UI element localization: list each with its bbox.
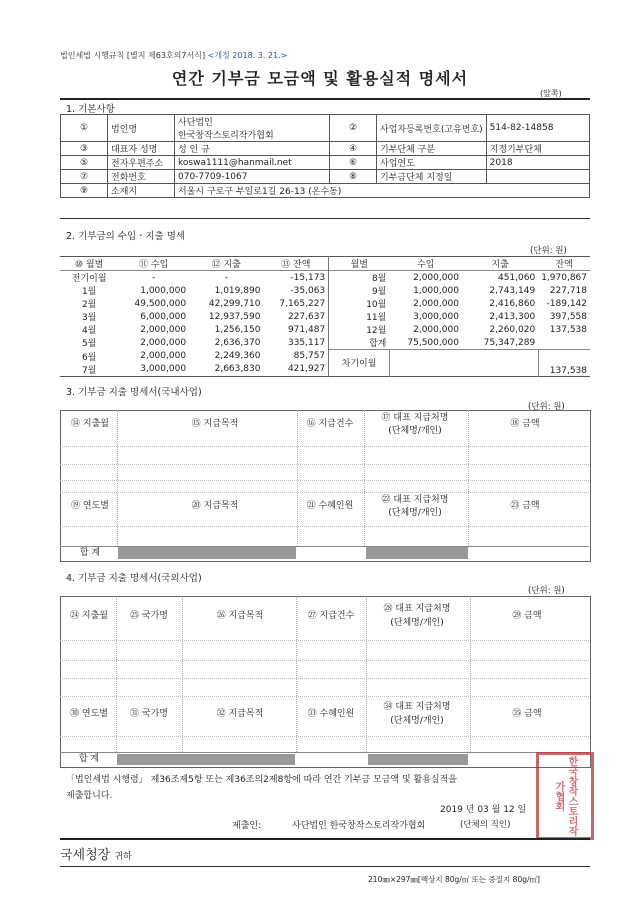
income-cell: -	[152, 272, 156, 283]
column-header: ⑫ 지출	[211, 260, 241, 270]
field-value: koswa1111@hanmail.net	[175, 156, 330, 170]
field-label: 기부단체 구분	[377, 142, 487, 156]
income-cell: 3,000,000	[140, 364, 187, 374]
paper-spec: 210㎜×297㎜[백상지 80g/㎡ 또는 중질지 80g/㎡]	[368, 875, 540, 884]
month-cell: 전기이월	[71, 274, 107, 284]
field-label: 사업자등록번호(고유번호)	[377, 115, 487, 142]
income-cell: 3,000,000	[413, 311, 459, 322]
column-header: ㉙ 금액	[512, 611, 542, 621]
submitter-name: 사단법인 한국창작스토리작가협회	[292, 821, 426, 831]
column-header: ⑩ 월별	[74, 260, 104, 270]
form-reference	[60, 50, 287, 61]
table-row	[60, 350, 590, 363]
month-cell: 7월	[81, 365, 97, 376]
field-label: 전자우편주소	[108, 156, 175, 170]
balance-cell: 335,117	[263, 336, 328, 350]
field-value: 성 인 규	[175, 142, 330, 156]
income-cell: 2,000,000	[413, 298, 459, 309]
month-cell: 2월	[81, 300, 97, 310]
field-number: ⑤	[61, 156, 108, 170]
balance-cell: 227,718	[549, 285, 587, 296]
field-number: ②	[330, 115, 377, 142]
divider	[60, 98, 590, 100]
column-header: 월별	[350, 260, 368, 270]
column-header: ⑪ 수입	[139, 260, 169, 270]
month-cell: 8월	[371, 274, 387, 284]
column-header-sub: (단체명/개인)	[390, 716, 444, 726]
column-header: ㉟ 금액	[512, 709, 542, 719]
balance-cell: 421,927	[263, 363, 328, 377]
total-income: 75,500,000	[407, 337, 459, 348]
divider	[60, 218, 590, 219]
income-cell: 49,500,000	[134, 298, 187, 309]
balance-cell: 7,165,227	[263, 297, 328, 310]
field-label: 사업연도	[377, 156, 487, 170]
column-header: ⑲ 연도별	[71, 501, 109, 511]
field-number: ⑥	[330, 156, 377, 170]
total-label: 합 계	[79, 548, 101, 558]
balance-cell: -15,173	[263, 271, 328, 285]
column-header: ㉝ 수혜인원	[307, 709, 355, 719]
carry-forward-label: 차기이월	[329, 350, 390, 377]
month-cell: 6월	[81, 352, 97, 363]
organization-seal	[536, 752, 594, 840]
column-header: ⑬ 잔액	[263, 257, 328, 271]
month-cell: 12월	[366, 326, 387, 336]
column-header-sub: (단체명/개인)	[390, 618, 444, 628]
submitter-label: 제출인:	[232, 821, 262, 831]
unit-label: (단위: 원)	[528, 402, 565, 412]
table-row	[60, 336, 590, 350]
section3-title: 3. 기부금 지출 명세서(국내사업)	[66, 387, 202, 398]
field-value: 2018	[486, 156, 589, 170]
field-value: 한국창작스토리작가협회	[175, 128, 330, 142]
column-header: 지출	[491, 260, 509, 270]
column-header: ㉚ 연도별	[70, 709, 108, 719]
expense-cell: 2,249,360	[214, 351, 261, 361]
section1-title: 1. 기본사항	[66, 104, 115, 115]
expense-cell: 1,256,150	[214, 324, 261, 335]
total-shaded	[368, 754, 468, 765]
income-cell: 2,000,000	[140, 351, 187, 361]
expense-cell: 1,019,890	[214, 285, 261, 296]
expense-cell: 2,260,020	[489, 324, 536, 335]
page-side: (앞쪽)	[540, 89, 562, 98]
page-title: 연간 기부금 모금액 및 활용실적 명세서	[171, 69, 469, 88]
total-expense: 75,347,289	[483, 337, 536, 348]
table-row	[61, 170, 590, 184]
income-cell: 1,000,000	[140, 285, 187, 296]
field-value: 070-7709-1067	[175, 170, 330, 184]
expense-cell: 42,299,710	[208, 298, 261, 309]
expense-cell: -	[224, 272, 228, 283]
recipient	[60, 844, 132, 863]
recipient-name: 국세청장	[60, 848, 111, 863]
column-header: ㉛ 국가명	[130, 709, 168, 719]
column-header-sub: (단체명/개인)	[388, 426, 442, 436]
unit-label: (단위: 원)	[528, 586, 565, 596]
column-header: 수입	[416, 260, 435, 270]
table-row	[60, 323, 590, 336]
month-cell: 11월	[366, 313, 387, 323]
balance-cell: 227,637	[263, 310, 328, 323]
column-header: ⑱ 금액	[510, 419, 540, 429]
field-number: ⑨	[61, 184, 108, 198]
column-header-sub: (단체명/개인)	[388, 508, 442, 518]
recipient-suffix: 귀하	[114, 852, 132, 862]
income-cell: 6,000,000	[140, 311, 187, 322]
balance-cell: 397,558	[549, 311, 587, 322]
statement-line1: 「법인세법 시행령」 제36조제5항 또는 제36조의2제8항에 따라 연간 기부금 모금액 및 활용실적을	[66, 775, 457, 785]
expense-cell: 2,413,300	[489, 311, 536, 322]
month-cell: 10월	[366, 300, 387, 310]
field-value: 사단법인	[175, 115, 330, 129]
column-header: ㉑ 수혜인원	[306, 501, 354, 511]
column-header: ㉜ 지급목적	[216, 709, 264, 719]
expense-cell: 2,663,830	[214, 364, 261, 374]
field-label: 전화번호	[108, 170, 175, 184]
balance-cell: -35,063	[263, 284, 328, 297]
total-label: 합계	[368, 339, 387, 349]
month-cell: 9월	[371, 287, 387, 297]
field-number: ⑧	[330, 170, 377, 184]
month-cell: 3월	[81, 313, 97, 323]
month-cell: 1월	[81, 287, 97, 297]
total-shaded	[118, 547, 296, 559]
total-label: 합 계	[78, 754, 100, 764]
total-shaded	[366, 547, 468, 559]
revision-date: <개정 2018. 3. 21.>	[207, 51, 288, 60]
column-header: ㉔ 지출월	[70, 611, 108, 621]
expense-cell: 2,416,860	[489, 298, 536, 309]
table-row	[60, 284, 590, 297]
income-cell: 2,000,000	[140, 324, 187, 335]
expense-cell: 2,636,370	[214, 337, 261, 348]
seal-note: (단체의 직인)	[460, 820, 511, 830]
income-cell: 1,000,000	[413, 285, 459, 296]
column-header: ⑯ 지급건수	[306, 419, 354, 429]
column-header: ㉞ 대표 지급처명	[383, 702, 451, 712]
section4-title: 4. 기부금 지출 명세서(국외사업)	[66, 573, 202, 584]
field-value: 서울시 구로구 부일로1길 26-13 (온수동)	[175, 184, 590, 198]
column-header: ㉓ 금액	[510, 501, 540, 511]
field-value: 514-82-14858	[486, 115, 589, 142]
unit-label: (단위: 원)	[530, 246, 567, 256]
table-row	[60, 271, 590, 285]
field-label: 기부금단체 지정일	[377, 170, 487, 184]
balance-cell: -189,142	[546, 298, 587, 309]
divider	[60, 838, 590, 840]
field-number: ③	[61, 142, 108, 156]
expense-cell: 451,060	[497, 272, 536, 283]
balance-cell: 1,970,867	[541, 272, 587, 283]
column-header: ⑮ 지급목적	[191, 419, 239, 429]
column-header: ㉒ 대표 지급처명	[381, 495, 449, 505]
expense-cell: 12,937,590	[208, 311, 261, 322]
column-header: ㉖ 지급목적	[216, 611, 264, 621]
column-header: ⑰ 대표 지급처명	[381, 413, 449, 423]
table-header-row	[60, 257, 590, 271]
field-label: 대표자 성명	[108, 142, 175, 156]
income-expense-table	[60, 256, 590, 377]
column-header: ⑳ 지급목적	[191, 501, 239, 511]
table-row	[61, 156, 590, 170]
column-header: ㉗ 지급건수	[307, 611, 355, 621]
column-header: 잔액	[555, 260, 573, 270]
total-shaded	[117, 754, 295, 765]
field-label: 소재지	[108, 184, 175, 198]
balance-cell: 971,487	[263, 323, 328, 336]
table-row	[60, 297, 590, 310]
field-number: ⑦	[61, 170, 108, 184]
month-cell: 5월	[81, 339, 97, 350]
expense-cell: 2,743,149	[489, 285, 536, 296]
submission-date: 2019 년 03 월 12 일	[440, 805, 527, 815]
total-balance	[538, 336, 590, 350]
table-row	[60, 310, 590, 323]
income-cell: 2,000,000	[413, 272, 459, 283]
basic-info-table	[60, 114, 590, 198]
table-row	[61, 115, 590, 129]
table-row	[61, 184, 590, 198]
carry-forward-blank	[389, 350, 538, 377]
seal-text: 한국창작스토리작가협회	[553, 756, 577, 836]
statement-line2: 제출합니다.	[66, 791, 113, 801]
income-cell: 2,000,000	[413, 324, 459, 335]
form-ref-text: 법인세법 시행규칙 [별지 제63호의7서식]	[60, 51, 206, 60]
column-header: ⑭ 지출월	[71, 419, 109, 429]
field-number: ④	[330, 142, 377, 156]
month-cell: 4월	[81, 326, 97, 336]
divider	[60, 866, 590, 867]
field-value	[486, 170, 589, 184]
domestic-expense-table	[60, 410, 591, 562]
column-header: ㉕ 국가명	[130, 611, 168, 621]
balance-cell: 137,538	[549, 324, 587, 335]
field-number: ①	[61, 115, 108, 142]
carry-forward-value: 137,538	[538, 350, 590, 377]
table-row	[61, 142, 590, 156]
income-cell: 2,000,000	[140, 337, 187, 348]
field-value: 지정기부단체	[486, 142, 589, 156]
field-label: 법인명	[108, 115, 175, 142]
balance-cell: 85,757	[263, 350, 328, 363]
column-header: ㉘ 대표 지급처명	[383, 604, 451, 614]
section2-title: 2. 기부금의 수입ㆍ지출 명세	[66, 231, 186, 242]
